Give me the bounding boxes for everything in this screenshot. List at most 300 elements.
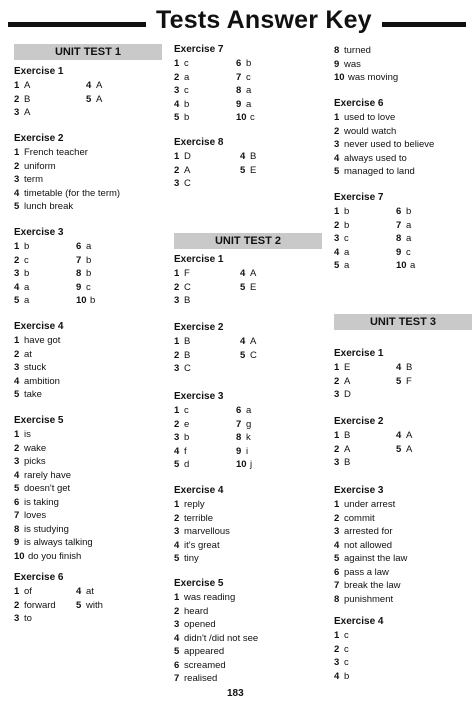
answer-number: 4 bbox=[334, 670, 340, 682]
answer-row bbox=[14, 93, 103, 107]
answer-value: used to love bbox=[344, 112, 396, 123]
answer-number: 1 bbox=[174, 151, 180, 162]
answer-row bbox=[334, 579, 407, 593]
answer-value: tiny bbox=[184, 553, 199, 564]
answer-value: c bbox=[246, 71, 251, 83]
answer-pair-right bbox=[236, 98, 251, 112]
answer-number: 6 bbox=[236, 405, 242, 416]
answer-value: ambition bbox=[24, 375, 60, 387]
exercise-title: Exercise 3 bbox=[14, 227, 64, 238]
answer-row bbox=[334, 498, 407, 512]
answer-value: arrested for bbox=[344, 526, 393, 537]
answer-number: 1 bbox=[14, 241, 20, 252]
answer-row bbox=[14, 281, 91, 295]
page-title: Tests Answer Key bbox=[146, 6, 382, 35]
answer-value: A bbox=[250, 268, 257, 279]
answer-number: 4 bbox=[174, 632, 180, 644]
answer-value: B bbox=[344, 430, 351, 441]
answer-number: 3 bbox=[14, 174, 20, 185]
exercise-title: Exercise 7 bbox=[174, 44, 224, 55]
answer-number: 4 bbox=[14, 187, 20, 199]
answer-value: of bbox=[24, 586, 32, 597]
answer-value: c bbox=[250, 112, 255, 123]
answer-value: appeared bbox=[184, 646, 225, 657]
answer-row bbox=[174, 418, 252, 432]
answer-row bbox=[334, 443, 413, 457]
answer-row bbox=[174, 458, 253, 472]
answer-pair-right bbox=[236, 57, 251, 71]
answer-number: 7 bbox=[236, 418, 242, 430]
answer-row bbox=[174, 512, 230, 526]
answer-value: b bbox=[344, 219, 350, 231]
answer-number: 8 bbox=[236, 85, 242, 96]
answer-value: c bbox=[184, 85, 189, 96]
answer-number: 4 bbox=[14, 469, 20, 481]
answer-number: 2 bbox=[14, 442, 20, 454]
answer-pair-right bbox=[240, 335, 256, 349]
answer-value: a bbox=[246, 98, 252, 110]
answer-value: C bbox=[184, 363, 191, 374]
answer-number: 8 bbox=[14, 523, 20, 535]
answer-value: D bbox=[344, 389, 351, 400]
answer-pair-right bbox=[240, 150, 256, 164]
answer-row bbox=[14, 146, 120, 160]
answer-row bbox=[14, 334, 64, 348]
exercise-title: Exercise 2 bbox=[174, 322, 224, 333]
answer-row bbox=[334, 656, 384, 670]
answer-number: 3 bbox=[14, 456, 20, 467]
answer-value: B bbox=[24, 93, 31, 105]
answer-number: 2 bbox=[14, 160, 20, 172]
answer-row bbox=[334, 165, 434, 179]
exercise-block bbox=[334, 414, 413, 470]
exercise-block bbox=[14, 225, 96, 308]
answer-row bbox=[334, 388, 384, 402]
answer-pair-right bbox=[396, 205, 411, 219]
answer-row bbox=[334, 539, 407, 553]
answer-row bbox=[14, 294, 96, 308]
answer-number: 7 bbox=[14, 510, 20, 521]
answer-number: 10 bbox=[334, 72, 345, 83]
answer-row bbox=[14, 496, 93, 510]
answer-number: 3 bbox=[14, 362, 20, 373]
answer-row bbox=[334, 512, 407, 526]
answer-value: opened bbox=[184, 619, 216, 630]
answer-number: 8 bbox=[334, 593, 340, 605]
answer-number: 3 bbox=[174, 178, 180, 189]
answer-number: 4 bbox=[396, 430, 402, 441]
answer-value: E bbox=[250, 281, 257, 293]
answer-value: A bbox=[96, 93, 103, 105]
answer-value: a bbox=[406, 233, 412, 244]
answer-row bbox=[334, 246, 411, 260]
answer-value: a bbox=[24, 281, 30, 293]
answer-number: 4 bbox=[174, 445, 180, 457]
answer-pair-right bbox=[76, 294, 95, 308]
answer-row bbox=[174, 431, 251, 445]
answer-value: i bbox=[246, 445, 249, 457]
answer-number: 2 bbox=[174, 71, 180, 83]
section-banner-unit-test-2: UNIT TEST 2 bbox=[174, 233, 322, 249]
answer-value: F bbox=[406, 375, 412, 387]
answer-value: a bbox=[86, 241, 92, 252]
answer-value: g bbox=[246, 418, 252, 430]
answer-value: a bbox=[344, 246, 350, 258]
answer-number: 7 bbox=[396, 219, 402, 231]
answer-value: c bbox=[344, 630, 349, 641]
answer-number: 1 bbox=[14, 80, 20, 91]
answer-value: E bbox=[344, 362, 351, 373]
answer-value: A bbox=[96, 80, 103, 91]
answer-value: A bbox=[344, 443, 351, 455]
answer-value: d bbox=[184, 459, 190, 470]
answer-value: F bbox=[184, 268, 190, 279]
answer-value: turned bbox=[344, 45, 371, 56]
answer-value: take bbox=[24, 389, 42, 400]
answer-number: 4 bbox=[86, 80, 92, 91]
answer-number: 1 bbox=[334, 206, 340, 217]
answer-number: 5 bbox=[396, 443, 402, 455]
answer-row bbox=[174, 111, 255, 125]
answer-value: would watch bbox=[344, 125, 397, 137]
answer-value: B bbox=[184, 295, 191, 306]
answer-value: B bbox=[406, 362, 413, 373]
answer-number: 1 bbox=[14, 147, 20, 158]
answer-number: 2 bbox=[174, 349, 180, 361]
answer-row bbox=[174, 591, 258, 605]
answer-value: marvellous bbox=[184, 526, 230, 537]
answer-row bbox=[174, 281, 257, 295]
answer-number: 2 bbox=[174, 512, 180, 524]
answer-value: A bbox=[344, 375, 351, 387]
answer-pair-right bbox=[86, 79, 102, 93]
answer-value: to bbox=[24, 613, 32, 624]
section-banner-unit-test-3: UNIT TEST 3 bbox=[334, 314, 472, 330]
exercise-title: Exercise 1 bbox=[14, 66, 64, 77]
answer-pair-right bbox=[76, 267, 91, 281]
answer-number: 1 bbox=[174, 268, 180, 279]
answer-value: picks bbox=[24, 456, 46, 467]
answer-row bbox=[174, 71, 251, 85]
exercise-block bbox=[174, 252, 257, 308]
answer-number: 10 bbox=[396, 260, 407, 271]
answer-number: 4 bbox=[240, 268, 246, 279]
answer-row bbox=[334, 566, 407, 580]
answer-row bbox=[334, 593, 407, 607]
answer-number: 6 bbox=[334, 566, 340, 578]
answer-number: 10 bbox=[236, 112, 247, 123]
answer-number: 5 bbox=[396, 375, 402, 387]
answer-pair-right bbox=[236, 404, 251, 418]
answer-value: b bbox=[184, 432, 190, 443]
answer-value: b bbox=[246, 58, 252, 69]
answer-row bbox=[14, 79, 103, 93]
answer-row bbox=[14, 187, 120, 201]
answer-row bbox=[334, 525, 407, 539]
answer-value: was reading bbox=[184, 592, 236, 603]
exercise-block bbox=[334, 346, 413, 402]
answer-row bbox=[334, 552, 407, 566]
exercise-block bbox=[334, 483, 407, 606]
answer-row bbox=[334, 643, 384, 657]
answer-number: 2 bbox=[14, 348, 20, 360]
exercise-block bbox=[174, 42, 255, 125]
answer-value: A bbox=[406, 443, 413, 455]
answer-row bbox=[14, 509, 93, 523]
answer-number: 1 bbox=[334, 112, 340, 123]
answer-row bbox=[334, 429, 413, 443]
answer-number: 2 bbox=[14, 599, 20, 611]
answer-row bbox=[174, 539, 230, 553]
answer-row bbox=[174, 177, 224, 191]
answer-number: 10 bbox=[76, 295, 87, 306]
answer-value: it's great bbox=[184, 539, 220, 551]
answer-number: 3 bbox=[174, 526, 180, 537]
answer-value: is studying bbox=[24, 523, 69, 535]
answer-number: 6 bbox=[396, 206, 402, 217]
exercise-block bbox=[174, 389, 253, 472]
answer-number: 5 bbox=[174, 112, 180, 123]
answer-value: with bbox=[86, 599, 103, 611]
answer-value: at bbox=[24, 348, 32, 360]
answer-value: b bbox=[90, 295, 96, 306]
answer-row bbox=[14, 523, 93, 537]
answer-row bbox=[14, 550, 93, 564]
answer-number: 5 bbox=[174, 646, 180, 657]
answer-number: 8 bbox=[396, 233, 402, 244]
answer-value: have got bbox=[24, 335, 61, 346]
answer-number: 1 bbox=[174, 336, 180, 347]
answer-row bbox=[334, 456, 384, 470]
answer-number: 6 bbox=[236, 58, 242, 69]
answer-value: b bbox=[24, 241, 30, 252]
answer-row bbox=[14, 388, 64, 402]
answer-number: 3 bbox=[334, 139, 340, 150]
answer-value: b bbox=[344, 206, 350, 217]
exercise-block bbox=[334, 614, 384, 683]
answer-row bbox=[334, 629, 384, 643]
answer-row bbox=[174, 632, 258, 646]
answer-number: 1 bbox=[174, 58, 180, 69]
answer-number: 3 bbox=[14, 107, 20, 118]
answer-number: 4 bbox=[14, 375, 20, 387]
answer-row bbox=[14, 599, 103, 613]
section-banner-unit-test-1: UNIT TEST 1 bbox=[14, 44, 162, 60]
answer-row bbox=[174, 645, 258, 659]
answer-value: B bbox=[184, 336, 191, 347]
answer-value: never used to believe bbox=[344, 139, 435, 150]
answer-value: a bbox=[246, 405, 252, 416]
answer-number: 4 bbox=[396, 362, 402, 373]
answer-value: b bbox=[344, 670, 350, 682]
exercise-block bbox=[174, 576, 258, 686]
answer-row bbox=[174, 672, 258, 686]
answer-row bbox=[14, 536, 93, 550]
answer-value: B bbox=[344, 457, 351, 468]
answer-number: 4 bbox=[334, 246, 340, 258]
title-bar bbox=[0, 0, 474, 40]
answer-pair-right bbox=[236, 418, 251, 432]
answer-pair-right bbox=[236, 71, 251, 85]
exercise-block bbox=[174, 483, 230, 566]
answer-number: 2 bbox=[14, 93, 20, 105]
answer-pair-right bbox=[76, 240, 91, 254]
answer-row bbox=[334, 259, 416, 273]
answer-number: 9 bbox=[14, 537, 20, 548]
answer-number: 2 bbox=[334, 125, 340, 137]
answer-row bbox=[14, 240, 92, 254]
exercise-title: Exercise 7 bbox=[334, 192, 384, 203]
answer-number: 2 bbox=[334, 219, 340, 231]
answer-number: 1 bbox=[334, 630, 340, 641]
answer-value: was bbox=[344, 58, 361, 70]
exercise-title: Exercise 5 bbox=[14, 415, 64, 426]
answer-number: 1 bbox=[334, 362, 340, 373]
answer-number: 2 bbox=[174, 281, 180, 293]
answer-pair-right bbox=[396, 443, 412, 457]
answer-number: 3 bbox=[334, 233, 340, 244]
answer-row bbox=[14, 482, 93, 496]
answer-number: 7 bbox=[174, 673, 180, 684]
answer-row bbox=[14, 585, 94, 599]
answer-number: 3 bbox=[334, 526, 340, 537]
answer-number: 3 bbox=[14, 613, 20, 624]
answer-value: didn't /did not see bbox=[184, 632, 259, 644]
answer-value: e bbox=[184, 418, 190, 430]
answer-row bbox=[334, 152, 434, 166]
answer-number: 8 bbox=[76, 268, 82, 279]
answer-number: 3 bbox=[174, 619, 180, 630]
exercise-title: Exercise 6 bbox=[334, 98, 384, 109]
answer-value: A bbox=[184, 164, 191, 176]
answer-number: 3 bbox=[174, 295, 180, 306]
answer-number: 6 bbox=[14, 496, 20, 508]
exercise-block bbox=[334, 190, 416, 273]
answer-number: 5 bbox=[334, 260, 340, 271]
answer-row bbox=[334, 138, 434, 152]
answer-number: 5 bbox=[76, 599, 82, 611]
exercise-title: Exercise 4 bbox=[174, 485, 224, 496]
answer-row bbox=[174, 294, 224, 308]
answer-value: is taking bbox=[24, 496, 59, 508]
answer-row bbox=[14, 428, 93, 442]
answer-row bbox=[14, 267, 92, 281]
answer-value: is bbox=[24, 429, 31, 440]
answer-number: 5 bbox=[334, 553, 340, 564]
answer-number: 1 bbox=[174, 405, 180, 416]
exercise-block bbox=[174, 135, 257, 191]
answer-value: C bbox=[184, 178, 191, 189]
answer-row bbox=[174, 349, 257, 363]
answer-number: 7 bbox=[334, 580, 340, 591]
answer-number: 4 bbox=[14, 281, 20, 293]
answer-number: 4 bbox=[240, 151, 246, 162]
answer-row bbox=[334, 205, 412, 219]
answer-value: c bbox=[344, 233, 349, 244]
answer-number: 5 bbox=[240, 349, 246, 361]
answer-number: 7 bbox=[236, 71, 242, 83]
answer-row bbox=[174, 57, 252, 71]
exercise-title: Exercise 1 bbox=[174, 254, 224, 265]
answer-number: 4 bbox=[174, 539, 180, 551]
answer-value: A bbox=[250, 336, 257, 347]
answer-pair-right bbox=[86, 93, 102, 107]
answer-value: c bbox=[86, 281, 91, 293]
answer-number: 10 bbox=[236, 459, 247, 470]
answer-row bbox=[174, 98, 252, 112]
answer-value: doesn't get bbox=[24, 483, 71, 494]
answer-value: heard bbox=[184, 605, 209, 617]
answer-value: B bbox=[184, 349, 191, 361]
answer-value: b bbox=[406, 206, 412, 217]
answer-value: wake bbox=[24, 442, 47, 454]
answer-value: reply bbox=[184, 499, 205, 510]
answer-value: A bbox=[406, 430, 413, 441]
answer-number: 2 bbox=[174, 418, 180, 430]
answer-value: not allowed bbox=[344, 539, 393, 551]
answer-row bbox=[174, 404, 252, 418]
answer-number: 1 bbox=[334, 499, 340, 510]
answer-number: 9 bbox=[236, 445, 242, 457]
exercise-title: Exercise 2 bbox=[14, 133, 64, 144]
answer-value: a bbox=[406, 219, 412, 231]
answer-pair-right bbox=[396, 429, 412, 443]
exercise-title: Exercise 3 bbox=[334, 485, 384, 496]
answer-row bbox=[14, 612, 64, 626]
answer-value: b bbox=[86, 268, 92, 279]
answer-number: 3 bbox=[334, 657, 340, 668]
answer-number: 2 bbox=[174, 164, 180, 176]
answer-number: 8 bbox=[334, 45, 340, 56]
answer-pair-right bbox=[236, 84, 251, 98]
answer-value: b bbox=[184, 98, 190, 110]
answer-value: stuck bbox=[24, 362, 47, 373]
answer-value: punishment bbox=[344, 593, 394, 605]
answer-value: rarely have bbox=[24, 469, 71, 481]
answer-pair-right bbox=[396, 232, 411, 246]
answer-number: 3 bbox=[174, 363, 180, 374]
answer-row bbox=[14, 106, 64, 120]
answer-number: 6 bbox=[76, 241, 82, 252]
answer-pair-right bbox=[236, 458, 252, 472]
answer-row bbox=[174, 84, 252, 98]
answer-number: 5 bbox=[174, 459, 180, 470]
answer-row bbox=[14, 348, 64, 362]
answer-value: realised bbox=[184, 673, 218, 684]
answer-value: a bbox=[24, 295, 30, 306]
answer-value: under arrest bbox=[344, 499, 396, 510]
exercise-block bbox=[174, 320, 257, 376]
answer-value: managed to land bbox=[344, 166, 415, 177]
answer-number: 4 bbox=[334, 539, 340, 551]
answer-number: 1 bbox=[14, 586, 20, 597]
answer-value: a bbox=[246, 85, 252, 96]
answer-row bbox=[334, 125, 434, 139]
answer-value: French teacher bbox=[24, 147, 88, 158]
answer-number: 3 bbox=[14, 268, 20, 279]
answer-number: 9 bbox=[396, 246, 402, 258]
answer-row bbox=[14, 200, 120, 214]
answer-pair-right bbox=[236, 431, 251, 445]
answer-pair-right bbox=[396, 361, 412, 375]
answer-value: C bbox=[184, 281, 191, 293]
answer-row bbox=[334, 58, 398, 72]
answer-number: 2 bbox=[334, 443, 340, 455]
answer-row bbox=[174, 659, 258, 673]
answer-number: 3 bbox=[334, 389, 340, 400]
answer-row bbox=[174, 498, 230, 512]
answer-pair-right bbox=[240, 164, 256, 178]
